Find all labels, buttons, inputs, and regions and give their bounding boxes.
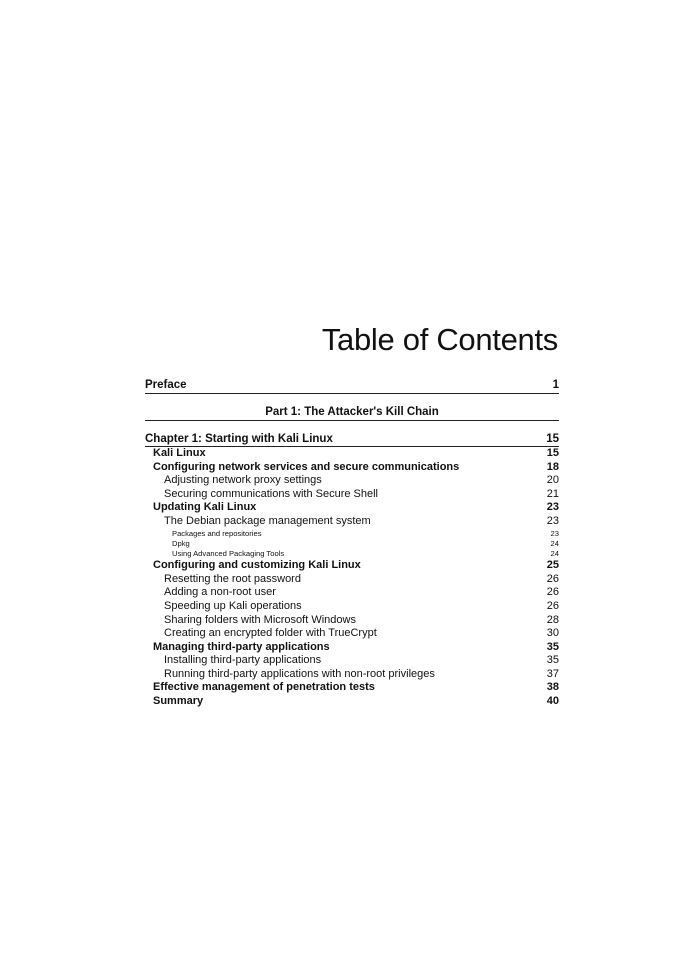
toc-entry-row[interactable] — [145, 549, 559, 559]
toc-entry-page: 15 — [546, 447, 559, 459]
toc-entry-label: Packages and repositories — [172, 528, 262, 538]
toc-entry-row[interactable] — [145, 654, 559, 668]
toc-entry-row[interactable] — [145, 515, 559, 529]
toc-entry-page: 37 — [546, 667, 559, 680]
toc-entry-page: 26 — [546, 572, 559, 585]
toc-entry-row[interactable] — [145, 586, 559, 600]
toc-entry-page: 18 — [546, 460, 559, 473]
table-of-contents — [145, 378, 559, 709]
toc-entry-label: Kali Linux — [153, 447, 206, 459]
toc-entry-label: Installing third-party applications — [164, 654, 322, 667]
toc-entry-row[interactable] — [145, 573, 559, 587]
toc-chapter-row[interactable] — [145, 433, 559, 447]
toc-entry-label: Adjusting network proxy settings — [164, 474, 322, 487]
toc-entry-label: Dpkg — [172, 538, 190, 548]
toc-entry-label: Managing third-party applications — [153, 640, 330, 653]
toc-part-heading: Part 1: The Attacker's Kill Chain — [145, 405, 559, 421]
toc-entry-label: Speeding up Kali operations — [164, 599, 302, 612]
toc-entry-label: Adding a non-root user — [164, 586, 276, 599]
toc-entries-list — [145, 447, 559, 709]
toc-entry-page: 15 — [546, 433, 559, 445]
toc-entry-label: The Debian package management system — [164, 514, 371, 527]
toc-entry-row[interactable] — [145, 461, 559, 475]
toc-entry-label: Running third-party applications with non-root privileges — [164, 667, 435, 680]
toc-entry-label: Summary — [153, 695, 204, 708]
toc-entry-label: Chapter 1: Starting with Kali Linux — [145, 433, 333, 445]
toc-entry-row[interactable] — [145, 474, 559, 488]
toc-entry-page: 23 — [546, 501, 559, 514]
toc-entry-label: Creating an encrypted folder with TrueCrypt — [164, 627, 377, 640]
toc-entry-label: Configuring network services and secure communications — [153, 460, 460, 473]
toc-entry-page: 25 — [546, 559, 559, 572]
toc-entry-row[interactable] — [145, 539, 559, 549]
toc-entry-page: 38 — [546, 681, 559, 694]
toc-entry-label: Resetting the root password — [164, 572, 301, 585]
toc-entry-page: 35 — [546, 640, 559, 653]
toc-entry-label: Preface — [145, 379, 187, 391]
toc-entry-row[interactable] — [145, 488, 559, 502]
toc-entry-page: 24 — [550, 548, 559, 558]
toc-preface-row[interactable] — [145, 378, 559, 394]
toc-entry-page: 35 — [546, 654, 559, 667]
toc-entry-row[interactable] — [145, 681, 559, 695]
toc-entry-page: 26 — [546, 586, 559, 599]
toc-entry-label: Effective management of penetration tests — [153, 681, 375, 694]
toc-entry-page: 23 — [550, 528, 559, 538]
toc-entry-row[interactable] — [145, 627, 559, 641]
toc-entry-row[interactable] — [145, 614, 559, 628]
toc-entry-page: 1 — [552, 379, 559, 391]
toc-entry-label: Sharing folders with Microsoft Windows — [164, 613, 356, 626]
toc-entry-row[interactable] — [145, 695, 559, 709]
toc-entry-row[interactable] — [145, 501, 559, 515]
toc-entry-row[interactable] — [145, 668, 559, 682]
toc-entry-label: Using Advanced Packaging Tools — [172, 548, 285, 558]
toc-entry-page: 20 — [546, 474, 559, 487]
toc-entry-page: 21 — [546, 487, 559, 500]
toc-entry-row[interactable] — [145, 600, 559, 614]
toc-entry-row[interactable] — [145, 559, 559, 573]
toc-entry-label: Configuring and customizing Kali Linux — [153, 559, 361, 572]
toc-entry-page: 24 — [550, 538, 559, 548]
toc-entry-page: 40 — [546, 695, 559, 708]
toc-entry-page: 30 — [546, 627, 559, 640]
toc-entry-label: Updating Kali Linux — [153, 501, 257, 514]
toc-entry-page: 23 — [546, 514, 559, 527]
toc-entry-row[interactable] — [145, 447, 559, 461]
toc-entry-row[interactable] — [145, 529, 559, 539]
toc-entry-page: 26 — [546, 599, 559, 612]
toc-entry-row[interactable] — [145, 641, 559, 655]
page-title: Table of Contents — [321, 322, 558, 357]
toc-entry-page: 28 — [546, 613, 559, 626]
toc-entry-label: Securing communications with Secure Shell — [164, 487, 378, 500]
